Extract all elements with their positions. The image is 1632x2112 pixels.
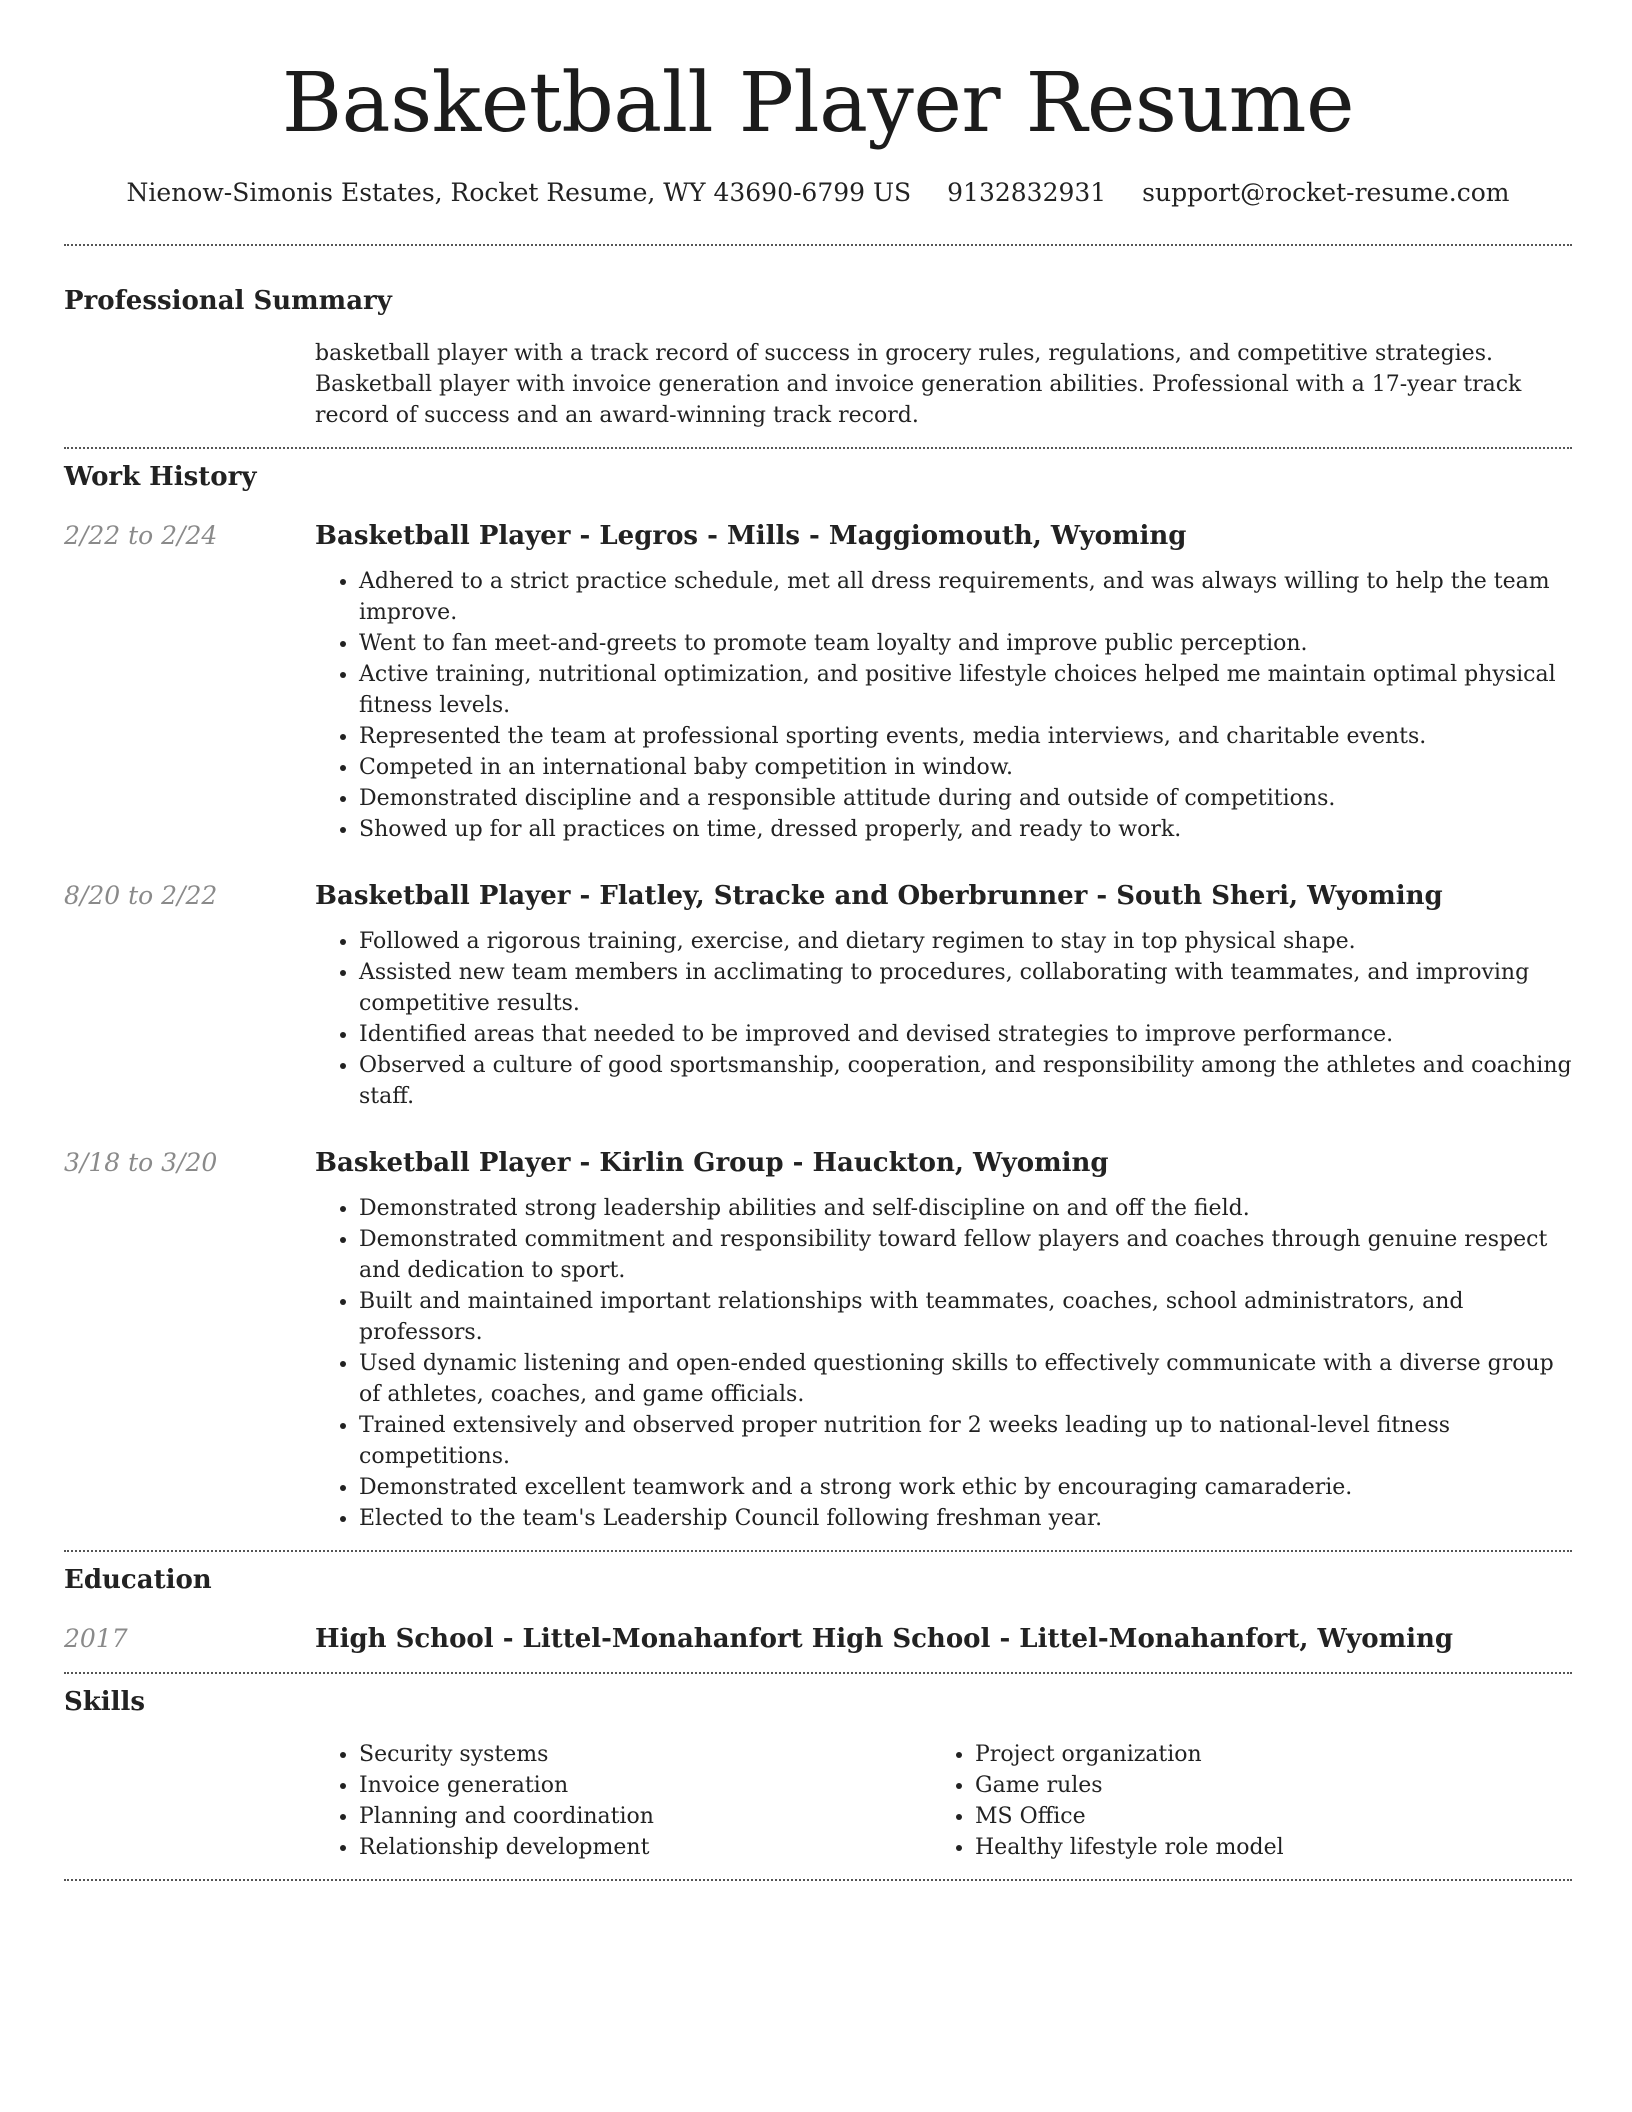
- list-item: • Demonstrated excellent teamwork and a strong work ethic by encouraging camaraderie.: [359, 1472, 1572, 1503]
- job-bullets: [315, 926, 1572, 1112]
- list-item: • Built and maintained important relationships with teammates, coaches, school administrators, and professors.: [359, 1286, 1572, 1348]
- list-item: • Identified areas that needed to be improved and devised strategies to improve performance.: [359, 1019, 1572, 1050]
- contact-email: support@rocket-resume.com: [1142, 178, 1510, 207]
- skill-item: • Invoice generation: [359, 1770, 931, 1801]
- skill-item: • Project organization: [975, 1739, 1284, 1770]
- resume-title: Basketball Player Resume: [281, 56, 1355, 151]
- list-item: • Followed a rigorous training, exercise, and dietary regimen to stay in top physical shape.: [359, 926, 1572, 957]
- job-title: Basketball Player - Kirlin Group - Hauckton, Wyoming: [315, 1148, 1109, 1178]
- list-item: • Demonstrated strong leadership abilities and self-discipline on and off the field.: [359, 1193, 1572, 1224]
- job-entry: [64, 1146, 1572, 1534]
- divider: [64, 1672, 1572, 1674]
- work-history-section: [64, 460, 1572, 1534]
- skills-list: [315, 1739, 1572, 1863]
- summary-section: [64, 284, 1572, 431]
- list-item: • Demonstrated discipline and a responsible attitude during and outside of competitions.: [359, 783, 1572, 814]
- job-title: Basketball Player - Legros - Mills - Maggiomouth, Wyoming: [315, 521, 1187, 551]
- skills-column-right: [931, 1739, 1284, 1863]
- divider: [64, 447, 1572, 449]
- job-bullets: [315, 1193, 1572, 1534]
- list-item: • Represented the team at professional sporting events, media interviews, and charitable events.: [359, 721, 1572, 752]
- skills-column-left: [315, 1739, 931, 1863]
- skill-item: • Healthy lifestyle role model: [975, 1832, 1284, 1863]
- list-item: • Used dynamic listening and open-ended questioning skills to effectively communicate with a diverse group of athletes, coaches, and game officials.: [359, 1348, 1572, 1410]
- job-dates: 8/20 to 2/22: [64, 881, 218, 910]
- contact-phone: 9132832931: [947, 178, 1107, 207]
- skill-item: • Security systems: [359, 1739, 931, 1770]
- job-entry: [64, 879, 1572, 1112]
- skill-item: • Planning and coordination: [359, 1801, 931, 1832]
- skills-section: [64, 1685, 1572, 1863]
- education-entry: High School - Littel-Monahanfort High School - Littel-Monahanfort, Wyoming: [315, 1624, 1454, 1654]
- list-item: • Went to fan meet-and-greets to promote team loyalty and improve public perception.: [359, 628, 1572, 659]
- divider: [64, 244, 1572, 246]
- list-item: • Showed up for all practices on time, dressed properly, and ready to work.: [359, 814, 1572, 845]
- divider: [64, 1879, 1572, 1881]
- education-section: [64, 1563, 1572, 1656]
- skill-item: • MS Office: [975, 1801, 1284, 1832]
- job-dates: 3/18 to 3/20: [64, 1148, 218, 1177]
- summary-heading: Professional Summary: [64, 286, 392, 316]
- list-item: • Active training, nutritional optimization, and positive lifestyle choices helped me maintain optimal physical fitness levels.: [359, 659, 1572, 721]
- education-year: 2017: [64, 1624, 128, 1653]
- skill-item: • Relationship development: [359, 1832, 931, 1863]
- divider: [64, 1550, 1572, 1552]
- list-item: • Assisted new team members in acclimating to procedures, collaborating with teammates, and improving competitive results.: [359, 957, 1572, 1019]
- summary-text: basketball player with a track record of success in grocery rules, regulations, and competitive strategies. Basketball player with invoice generation and invoice generation abilities. Professional with a 17-year track record of success and an award-winning track record.: [315, 341, 1522, 428]
- education-heading: Education: [64, 1565, 212, 1595]
- contact-line: [64, 176, 1572, 210]
- list-item: • Trained extensively and observed proper nutrition for 2 weeks leading up to national-level fitness competitions.: [359, 1410, 1572, 1472]
- list-item: • Demonstrated commitment and responsibility toward fellow players and coaches through genuine respect and dedication to sport.: [359, 1224, 1572, 1286]
- skill-item: • Game rules: [975, 1770, 1284, 1801]
- list-item: • Elected to the team's Leadership Council following freshman year.: [359, 1503, 1572, 1534]
- list-item: • Competed in an international baby competition in window.: [359, 752, 1572, 783]
- job-entry: [64, 519, 1572, 845]
- list-item: • Adhered to a strict practice schedule, met all dress requirements, and was always willing to help the team improve.: [359, 566, 1572, 628]
- job-title: Basketball Player - Flatley, Stracke and Oberbrunner - South Sheri, Wyoming: [315, 881, 1443, 911]
- job-dates: 2/22 to 2/24: [64, 521, 218, 550]
- job-bullets: [315, 566, 1572, 845]
- work-history-heading: Work History: [64, 462, 257, 492]
- contact-address: Nienow-Simonis Estates, Rocket Resume, WY 43690-6799 US: [126, 178, 912, 207]
- list-item: • Observed a culture of good sportsmanship, cooperation, and responsibility among the athletes and coaching staff.: [359, 1050, 1572, 1112]
- skills-heading: Skills: [64, 1687, 146, 1717]
- resume-page: [64, 0, 1572, 1881]
